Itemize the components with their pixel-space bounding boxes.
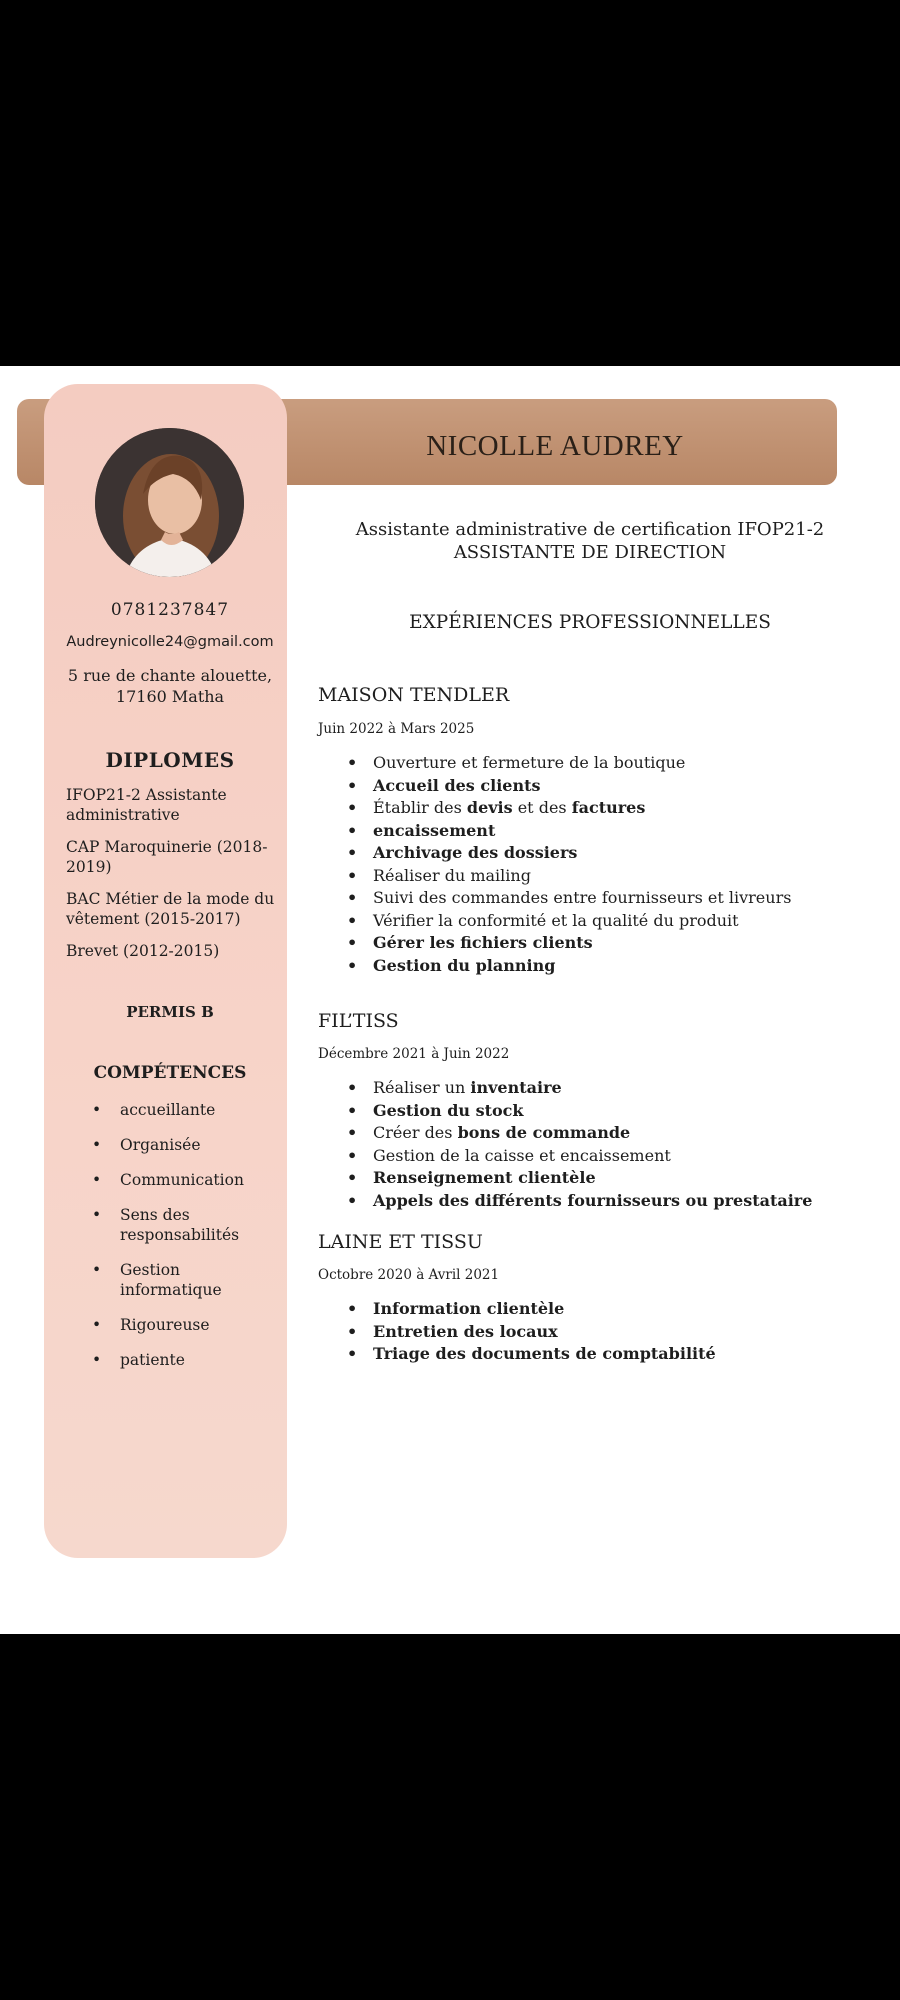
- task-list: [340, 1298, 860, 1366]
- task-item: [340, 1190, 860, 1213]
- task-text: Gestion de la caisse et encaissement: [373, 1145, 671, 1165]
- task-text: encaissement: [373, 820, 496, 840]
- task-item: [340, 865, 860, 888]
- diplomes-list: [66, 785, 281, 973]
- task-text: et des: [512, 798, 572, 817]
- task-list: [340, 1077, 860, 1212]
- task-text: Réaliser du mailing: [373, 865, 531, 885]
- experiences-heading: EXPÉRIENCES PROFESSIONNELLES: [409, 612, 771, 633]
- task-text: devis: [466, 798, 513, 817]
- task-item: [340, 910, 860, 933]
- diplome-item: CAP Maroquinerie (2018-2019): [66, 838, 268, 876]
- company-name: FIL’TISS: [318, 1010, 399, 1032]
- address-line-2: 17160 Matha: [115, 687, 225, 706]
- task-text: Ouverture et fermeture de la boutique: [373, 753, 686, 772]
- task-item: [340, 1298, 860, 1321]
- job-subtitle: [330, 518, 850, 564]
- subtitle-line-2: ASSISTANTE DE DIRECTION: [453, 542, 727, 563]
- email-address: Audreynicolle24@gmail.com: [66, 634, 274, 650]
- diplomes-heading: DIPLOMES: [105, 748, 235, 772]
- competence-item: • Organisée: [86, 1135, 276, 1155]
- competence-item: • Communication: [86, 1170, 276, 1190]
- task-item: [340, 1321, 860, 1344]
- task-list: [340, 752, 860, 977]
- competence-item: • accueillante: [86, 1100, 276, 1120]
- task-item: [340, 775, 860, 798]
- competence-item: • Sens des responsabilités: [86, 1205, 276, 1245]
- task-item: [340, 1145, 860, 1168]
- task-text: Réaliser un: [373, 1078, 471, 1097]
- task-text: Archivage des dossiers: [373, 843, 578, 862]
- diplome-item: Brevet (2012-2015): [66, 942, 220, 960]
- permis: PERMIS B: [126, 1003, 214, 1021]
- competences-list: [86, 1100, 276, 1385]
- task-text: Gestion du stock: [373, 1100, 524, 1120]
- task-item: [340, 955, 860, 978]
- job-dates: Juin 2022 à Mars 2025: [318, 721, 475, 737]
- diplome-item: BAC Métier de la mode du vêtement (2015-2017): [66, 890, 275, 928]
- task-text: Information clientèle: [373, 1299, 565, 1318]
- candidate-name: NICOLLE AUDREY: [426, 430, 684, 462]
- diplome-item: IFOP21-2 Assistante administrative: [66, 786, 227, 824]
- task-item: [340, 820, 860, 843]
- task-text: Entretien des locaux: [373, 1321, 558, 1341]
- job-dates: Octobre 2020 à Avril 2021: [318, 1267, 500, 1283]
- company-name: MAISON TENDLER: [318, 684, 510, 706]
- task-item: [340, 1077, 860, 1100]
- competence-item: • patiente: [86, 1350, 276, 1370]
- address: [56, 665, 284, 707]
- task-item: [340, 797, 860, 820]
- task-text: Triage des documents de comptabilité: [373, 1344, 716, 1363]
- subtitle-line-1: Assistante administrative de certification IFOP21-2: [355, 519, 825, 540]
- task-item: [340, 1100, 860, 1123]
- competence-item: • Rigoureuse: [86, 1315, 276, 1335]
- company-name: LAINE ET TISSU: [318, 1231, 483, 1253]
- task-item: [340, 1167, 860, 1190]
- task-text: Gérer les fichiers clients: [373, 933, 593, 952]
- task-item: [340, 842, 860, 865]
- address-line-1: 5 rue de chante alouette,: [67, 666, 273, 685]
- task-text: Suivi des commandes entre fournisseurs et livreurs: [373, 888, 792, 907]
- task-item: [340, 932, 860, 955]
- job-dates: Décembre 2021 à Juin 2022: [318, 1046, 510, 1062]
- competence-item: • Gestion informatique: [86, 1260, 276, 1300]
- task-text: Renseignement clientèle: [373, 1168, 596, 1187]
- task-item: [340, 1122, 860, 1145]
- task-text: Vérifier la conformité et la qualité du produit: [373, 910, 739, 930]
- phone-number: 0781237847: [110, 600, 230, 620]
- task-item: [340, 1343, 860, 1366]
- competences-heading: COMPÉTENCES: [93, 1063, 247, 1083]
- task-text: Établir des: [373, 798, 467, 817]
- task-text: Accueil des clients: [373, 775, 541, 795]
- task-text: bons de commande: [457, 1123, 631, 1142]
- profile-photo: [95, 428, 244, 577]
- task-text: factures: [571, 798, 646, 817]
- task-text: Appels des différents fournisseurs ou prestataire: [373, 1190, 813, 1210]
- task-text: inventaire: [470, 1078, 562, 1097]
- task-item: [340, 752, 860, 775]
- task-text: Gestion du planning: [373, 955, 556, 975]
- task-item: [340, 887, 860, 910]
- task-text: Créer des: [373, 1123, 458, 1142]
